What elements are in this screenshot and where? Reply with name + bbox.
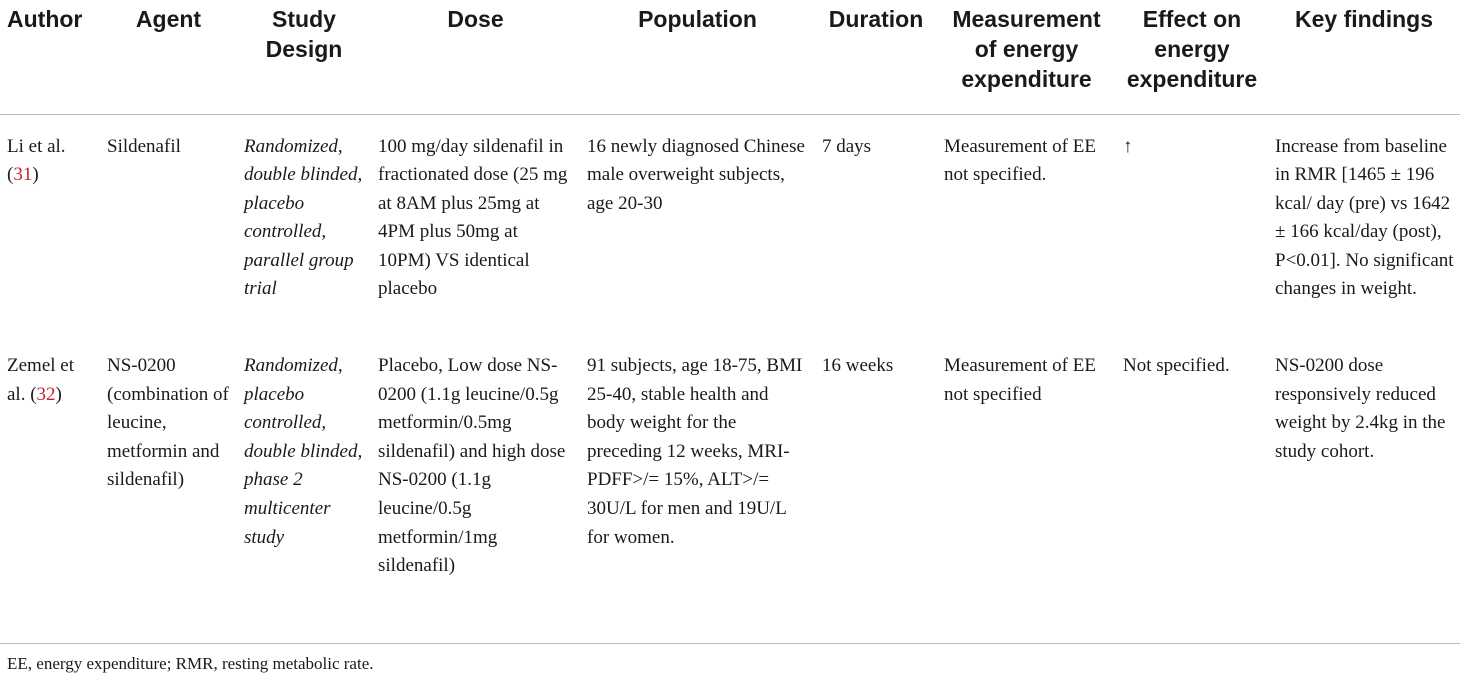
cell-dose: Placebo, Low dose NS-0200 (1.1g leucine/0.5g metformin/0.5mg sildenafil) and high dose NS-0200 (1.1g leucine/0.5g metformin/1mg sildenafil) (378, 355, 566, 577)
cell-agent: Sildenafil (107, 135, 181, 157)
cell-key-findings: NS-0200 dose responsively reduced weight by 2.4kg in the study cohort. (1275, 355, 1446, 462)
cell-dose: 100 mg/day sildenafil in fractionated dose (25 mg at 8AM plus 25mg at 4PM plus 50mg at 10PM) VS identical placebo (378, 135, 568, 300)
cell-measurement: Measurement of EE not specified (944, 355, 1096, 405)
header-row (0, 0, 1460, 114)
header-key-findings: Key findings (1294, 6, 1433, 32)
header-agent: Agent (135, 6, 202, 32)
reference-link[interactable]: 32 (36, 383, 56, 405)
table-row (0, 114, 1460, 350)
header-duration: Duration (828, 6, 924, 32)
cell-study-design: Randomized, double blinded, placebo controlled, parallel group trial (244, 135, 363, 300)
reference-link[interactable]: 31 (13, 164, 33, 186)
cell-duration: 7 days (822, 135, 872, 157)
header-effect: Effect on energy expenditure (1126, 6, 1258, 92)
author-name: Zemel et al. (7, 355, 74, 405)
cell-agent: NS-0200 (combination of leucine, metformin and sildenafil) (107, 355, 229, 491)
cell-measurement: Measurement of EE not specified. (944, 135, 1096, 186)
cell-key-findings: Increase from baseline in RMR [1465 ± 196 kcal/ day (pre) vs 1642 ± 166 kcal/day (post), P<0.01]. No significant changes in weight. (1275, 135, 1454, 300)
cell-effect: Not specified. (1123, 355, 1230, 376)
header-measurement: Measurement of energy expenditure (952, 6, 1101, 92)
author-name: Li et al. (7, 135, 66, 157)
cell-population: 91 subjects, age 18-75, BMI 25-40, stable health and body weight for the preceding 12 weeks, MRI-PDFF>/= 15%, ALT>/= 30U/L for men and 19U/L for women. (587, 355, 803, 548)
table-footnote: EE, energy expenditure; RMR, resting metabolic rate. (7, 654, 374, 673)
header-author: Author (7, 6, 83, 32)
cell-effect: ↑ (1123, 135, 1133, 157)
header-study-design: Study Design (265, 6, 343, 62)
table-row (0, 350, 1460, 643)
cell-duration: 16 weeks (822, 355, 894, 376)
cell-author: Zemel et al. (32) (7, 355, 74, 405)
header-dose: Dose (447, 6, 504, 32)
cell-study-design: Randomized, placebo controlled, double blinded, phase 2 multicenter study (244, 355, 363, 548)
header-population: Population (638, 6, 757, 32)
cell-population: 16 newly diagnosed Chinese male overweight subjects, age 20-30 (587, 135, 805, 214)
cell-author: Li et al. (31) (7, 135, 66, 186)
